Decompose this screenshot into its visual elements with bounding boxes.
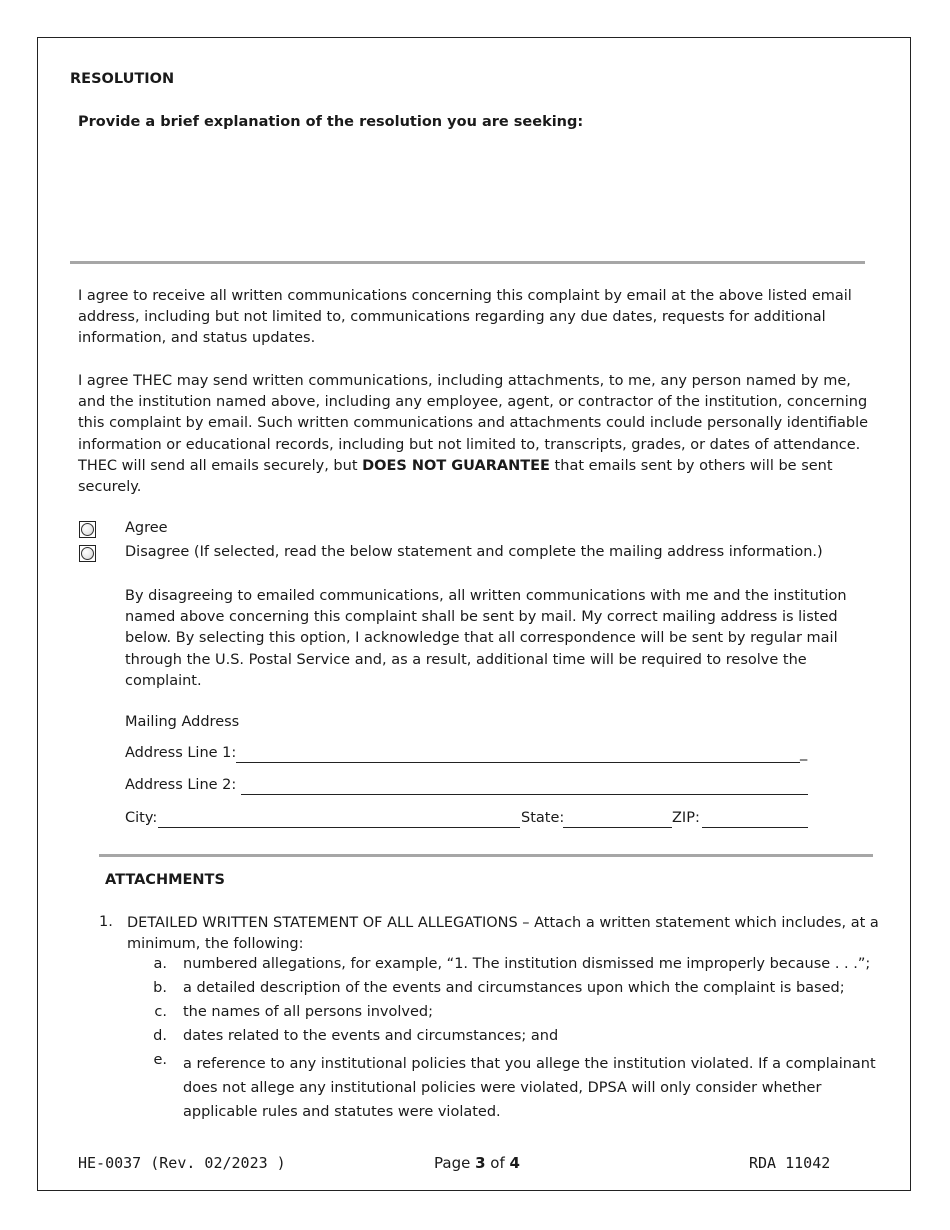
attachment-item-number: 1.	[99, 914, 113, 930]
resolution-prompt: Provide a brief explanation of the resolution you are seeking:	[78, 114, 584, 130]
subitem-letter: c.	[154, 1004, 167, 1020]
disagree-radio[interactable]	[79, 545, 96, 562]
section-divider	[70, 261, 865, 264]
subitem-text: the names of all persons involved;	[183, 1004, 433, 1020]
subitem-letter: d.	[153, 1028, 167, 1044]
resolution-text-area[interactable]	[78, 140, 864, 256]
city-label: City:	[125, 810, 158, 826]
agree-radio[interactable]	[79, 521, 96, 538]
does-not-guarantee-text: DOES NOT GUARANTEE	[362, 457, 550, 474]
resolution-heading: RESOLUTION	[70, 71, 175, 87]
subitem-text: a detailed description of the events and circumstances upon which the complaint is based;	[183, 980, 845, 996]
disagree-label: Disagree (If selected, read the below statement and complete the mailing address information.)	[125, 544, 823, 560]
rda-number: RDA 11042	[749, 1154, 831, 1172]
page-number: Page 3 of 4	[434, 1154, 520, 1172]
agree-label: Agree	[125, 520, 168, 536]
subitem-text: dates related to the events and circumstances; and	[183, 1028, 559, 1044]
address-line2-label: Address Line 2:	[125, 777, 237, 793]
email-consent-paragraph: I agree to receive all written communications concerning this complaint by email at the above listed email address, including but not limited to, communications regarding any due dates, requests for additional information, and status updates.	[78, 288, 852, 347]
disagree-statement: By disagreeing to emailed communications, all written communications with me and the institution named above concerning this complaint shall be sent by mail. My correct mailing address is listed below. By selecting this option, I acknowledge that all correspondence will be sent by regular mail through the U.S. Postal Service and, as a result, additional time will be required to resolve the complaint.	[125, 588, 847, 689]
state-field[interactable]	[563, 827, 672, 828]
subitem-letter: e.	[153, 1052, 167, 1068]
address-line1-field[interactable]	[236, 762, 800, 763]
subitem-text: numbered allegations, for example, “1. The institution dismissed me improperly because . . .”;	[183, 956, 871, 972]
subitem-letter: a.	[153, 956, 167, 972]
subitem-text: a reference to any institutional policies that you allege the institution violated. If a complainant does not allege any institutional policies were violated, DPSA will only consider whether applicable rules and statutes were violated.	[183, 1056, 876, 1120]
zip-field[interactable]	[702, 827, 808, 828]
city-field[interactable]	[158, 827, 520, 828]
address-line1-trailing: _	[800, 745, 808, 761]
subitem-letter: b.	[153, 980, 167, 996]
email-security-paragraph: I agree THEC may send written communications, including attachments, to me, any person named by me, and the institution named above, including any employee, agent, or contractor of the institution, concerning this complaint by email. Such written communications and attachments could include personally identifiable information or educational records, including but not limited to, transcripts, grades, or dates of attendance. THEC will send all emails securely, but DOES NOT GUARANTEE that emails sent by others will be sent securely.	[78, 373, 869, 496]
address-line2-field[interactable]	[241, 794, 808, 795]
attachment-item-text: DETAILED WRITTEN STATEMENT OF ALL ALLEGATIONS – Attach a written statement which includes, at a minimum, the following:	[127, 915, 879, 953]
form-id: HE-0037 (Rev. 02/2023 )	[78, 1154, 286, 1172]
mailing-address-heading: Mailing Address	[125, 714, 240, 730]
zip-label: ZIP:	[672, 810, 700, 826]
attachments-heading: ATTACHMENTS	[105, 872, 225, 888]
address-line1-label: Address Line 1:	[125, 745, 237, 761]
state-label: State:	[521, 810, 565, 826]
section-divider	[99, 854, 873, 857]
